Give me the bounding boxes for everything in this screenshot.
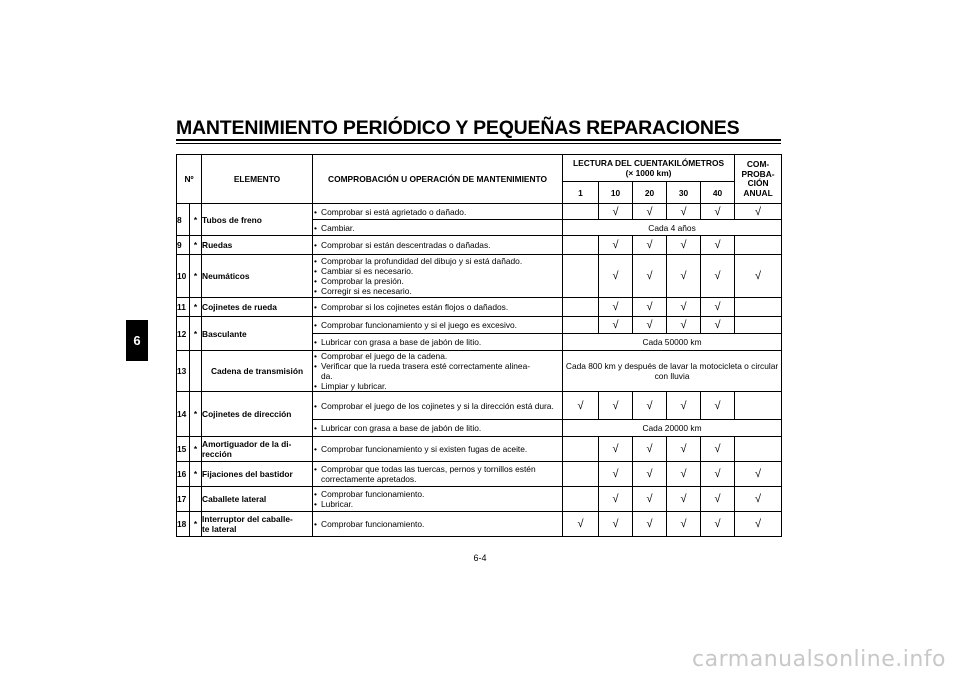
operations-list	[313, 207, 562, 217]
check-km-10: √	[599, 204, 633, 220]
row-item: Caballete lateral	[202, 487, 313, 512]
check-annual: √	[735, 204, 782, 220]
maintenance-table	[176, 154, 782, 537]
row-operations	[313, 317, 563, 334]
check-annual: √	[735, 487, 782, 512]
row-operations	[313, 220, 563, 236]
check-km-40: √	[701, 204, 735, 220]
row-number: 9	[177, 236, 190, 255]
header-annual: COM- PROBA- CIÓN ANUAL	[735, 155, 782, 204]
check-km-20: √	[633, 437, 667, 462]
operation-item: • Comprobar funcionamiento y si el juego es excesivo.	[313, 320, 562, 330]
header-num: Nº	[177, 155, 202, 204]
check-annual: √	[735, 512, 782, 537]
watermark: carmanualsonline.info	[692, 647, 946, 672]
operations-list	[313, 302, 562, 312]
check-km-10: √	[599, 317, 633, 334]
row-number: 12	[177, 317, 190, 351]
check-km-1	[563, 462, 599, 487]
check-km-40: √	[701, 317, 735, 334]
check-annual	[735, 298, 782, 317]
row-operations	[313, 255, 563, 298]
row-operations	[313, 298, 563, 317]
operation-item: • Cambiar si es necesario.	[313, 266, 562, 276]
header-km-10: 10	[599, 182, 633, 204]
row-operations	[313, 204, 563, 220]
row-operations	[313, 437, 563, 462]
operation-item: • Comprobar que todas las tuercas, pernos y tornillos estén correctamente apretados.	[313, 464, 562, 484]
page-number: 6-4	[473, 553, 487, 563]
interval-note: Cada 800 km y después de lavar la motocicleta o circular con lluvia	[563, 351, 782, 392]
check-km-1: √	[563, 512, 599, 537]
row-asterisk: *	[190, 236, 202, 255]
check-annual	[735, 317, 782, 334]
row-operations	[313, 236, 563, 255]
operations-list	[313, 240, 562, 250]
header-odometer	[563, 155, 735, 182]
table-row	[177, 351, 782, 392]
row-item: Ruedas	[202, 236, 313, 255]
operation-item: • Comprobar funcionamiento.	[313, 519, 562, 529]
row-asterisk: *	[190, 204, 202, 236]
check-km-20: √	[633, 392, 667, 420]
header-km-40: 40	[701, 182, 735, 204]
row-item: Cojinetes de dirección	[202, 392, 313, 437]
check-annual: √	[735, 255, 782, 298]
operation-item: • Comprobar la presión.	[313, 276, 562, 286]
check-km-10: √	[599, 487, 633, 512]
check-km-20: √	[633, 462, 667, 487]
row-number: 14	[177, 392, 190, 437]
check-km-30: √	[667, 437, 701, 462]
row-number: 11	[177, 298, 190, 317]
check-annual	[735, 392, 782, 420]
operation-item: • Lubricar con grasa a base de jabón de litio.	[313, 337, 562, 347]
row-asterisk	[190, 351, 202, 392]
row-number: 15	[177, 437, 190, 462]
check-km-20: √	[633, 512, 667, 537]
table-row	[177, 236, 782, 255]
interval-note: Cada 4 años	[563, 220, 782, 236]
check-km-20: √	[633, 317, 667, 334]
check-km-10: √	[599, 512, 633, 537]
operation-item: • Comprobar la profundidad del dibujo y si está dañado.	[313, 256, 562, 266]
check-km-40: √	[701, 512, 735, 537]
check-km-10: √	[599, 298, 633, 317]
check-km-40: √	[701, 255, 735, 298]
row-number: 13	[177, 351, 190, 392]
row-number: 17	[177, 487, 190, 512]
check-km-40: √	[701, 462, 735, 487]
check-km-1	[563, 487, 599, 512]
check-km-1	[563, 298, 599, 317]
header-ops: COMPROBACIÓN U OPERACIÓN DE MANTENIMIENTO	[313, 155, 563, 204]
check-km-40: √	[701, 487, 735, 512]
check-km-40: √	[701, 236, 735, 255]
table-row	[177, 437, 782, 462]
table-row	[177, 298, 782, 317]
check-km-20: √	[633, 487, 667, 512]
row-asterisk: *	[190, 317, 202, 351]
check-km-1: √	[563, 392, 599, 420]
check-km-20: √	[633, 204, 667, 220]
row-item: Cojinetes de rueda	[202, 298, 313, 317]
row-operations	[313, 351, 563, 392]
check-km-30: √	[667, 255, 701, 298]
operations-list	[313, 519, 562, 529]
row-operations	[313, 487, 563, 512]
header-km-1: 1	[563, 182, 599, 204]
row-asterisk: *	[190, 462, 202, 487]
check-km-20: √	[633, 298, 667, 317]
row-operations	[313, 512, 563, 537]
operation-item: • Comprobar si los cojinetes están flojos o dañados.	[313, 302, 562, 312]
check-km-30: √	[667, 298, 701, 317]
row-operations	[313, 392, 563, 420]
check-km-10: √	[599, 236, 633, 255]
operations-list	[313, 351, 562, 391]
operations-list	[313, 256, 562, 296]
operations-list	[313, 464, 562, 484]
table-row	[177, 462, 782, 487]
check-km-10: √	[599, 392, 633, 420]
header-km-20: 20	[633, 182, 667, 204]
check-km-1	[563, 255, 599, 298]
operations-list	[313, 489, 562, 509]
table-row	[177, 317, 782, 334]
header-odometer-line2: (× 1000 km)	[625, 168, 672, 178]
operations-list	[313, 423, 562, 433]
check-km-1	[563, 317, 599, 334]
row-operations	[313, 420, 563, 437]
header-odometer-line1: LECTURA DEL CUENTAKILÓMETROS	[573, 158, 725, 168]
check-km-20: √	[633, 255, 667, 298]
interval-note: Cada 20000 km	[563, 420, 782, 437]
operation-item: • Verificar que la rueda trasera esté correctamente alinea- da.	[313, 361, 562, 381]
operation-item: • Limpiar y lubricar.	[313, 381, 562, 391]
title-rule-thin	[176, 143, 781, 144]
row-asterisk: *	[190, 437, 202, 462]
operations-list	[313, 320, 562, 330]
check-km-40: √	[701, 298, 735, 317]
row-asterisk	[190, 487, 202, 512]
check-km-30: √	[667, 392, 701, 420]
row-asterisk: *	[190, 512, 202, 537]
check-km-20: √	[633, 236, 667, 255]
operation-item: • Lubricar.	[313, 499, 562, 509]
row-number: 8	[177, 204, 190, 236]
operations-list	[313, 223, 562, 233]
operation-item: • Comprobar funcionamiento y si existen fugas de aceite.	[313, 444, 562, 454]
check-annual	[735, 236, 782, 255]
maintenance-table-body	[177, 204, 782, 537]
check-km-30: √	[667, 512, 701, 537]
table-row	[177, 392, 782, 420]
check-km-10: √	[599, 437, 633, 462]
operation-item: • Corregir si es necesario.	[313, 286, 562, 296]
check-km-1	[563, 437, 599, 462]
row-number: 10	[177, 255, 190, 298]
check-km-30: √	[667, 317, 701, 334]
operations-list	[313, 337, 562, 347]
check-km-30: √	[667, 487, 701, 512]
table-row	[177, 204, 782, 220]
page-title: MANTENIMIENTO PERIÓDICO Y PEQUEÑAS REPARACIONES	[176, 117, 740, 139]
check-km-30: √	[667, 462, 701, 487]
check-km-30: √	[667, 204, 701, 220]
check-km-10: √	[599, 255, 633, 298]
table-row	[177, 255, 782, 298]
row-item: Basculante	[202, 317, 313, 351]
chapter-tab: 6	[126, 320, 148, 361]
operation-item: • Lubricar con grasa a base de jabón de litio.	[313, 423, 562, 433]
operations-list	[313, 444, 562, 454]
check-km-30: √	[667, 236, 701, 255]
row-item: Interruptor del caballe- te lateral	[202, 512, 313, 537]
row-item: Amortiguador de la di- rección	[202, 437, 313, 462]
operations-list	[313, 401, 562, 411]
row-asterisk: *	[190, 298, 202, 317]
check-km-1	[563, 236, 599, 255]
row-item: Cadena de transmisión	[202, 351, 313, 392]
check-annual: √	[735, 462, 782, 487]
row-number: 18	[177, 512, 190, 537]
row-asterisk: *	[190, 392, 202, 437]
operation-item: • Comprobar si está agrietado o dañado.	[313, 207, 562, 217]
title-rule-thick	[176, 139, 781, 141]
row-item: Fijaciones del bastidor	[202, 462, 313, 487]
interval-note: Cada 50000 km	[563, 334, 782, 351]
row-operations	[313, 334, 563, 351]
row-item: Neumáticos	[202, 255, 313, 298]
operation-item: • Comprobar si están descentradas o dañadas.	[313, 240, 562, 250]
row-asterisk: *	[190, 255, 202, 298]
check-annual	[735, 437, 782, 462]
row-operations	[313, 462, 563, 487]
table-row	[177, 487, 782, 512]
header-item: ELEMENTO	[202, 155, 313, 204]
check-km-1	[563, 204, 599, 220]
table-row	[177, 512, 782, 537]
operation-item: • Comprobar el juego de la cadena.	[313, 351, 562, 361]
operation-item: • Cambiar.	[313, 223, 562, 233]
check-km-40: √	[701, 392, 735, 420]
operation-item: • Comprobar funcionamiento.	[313, 489, 562, 499]
row-number: 16	[177, 462, 190, 487]
row-item: Tubos de freno	[202, 204, 313, 236]
operation-item: • Comprobar el juego de los cojinetes y si la dirección está dura.	[313, 401, 562, 411]
check-km-10: √	[599, 462, 633, 487]
check-km-40: √	[701, 437, 735, 462]
header-km-30: 30	[667, 182, 701, 204]
